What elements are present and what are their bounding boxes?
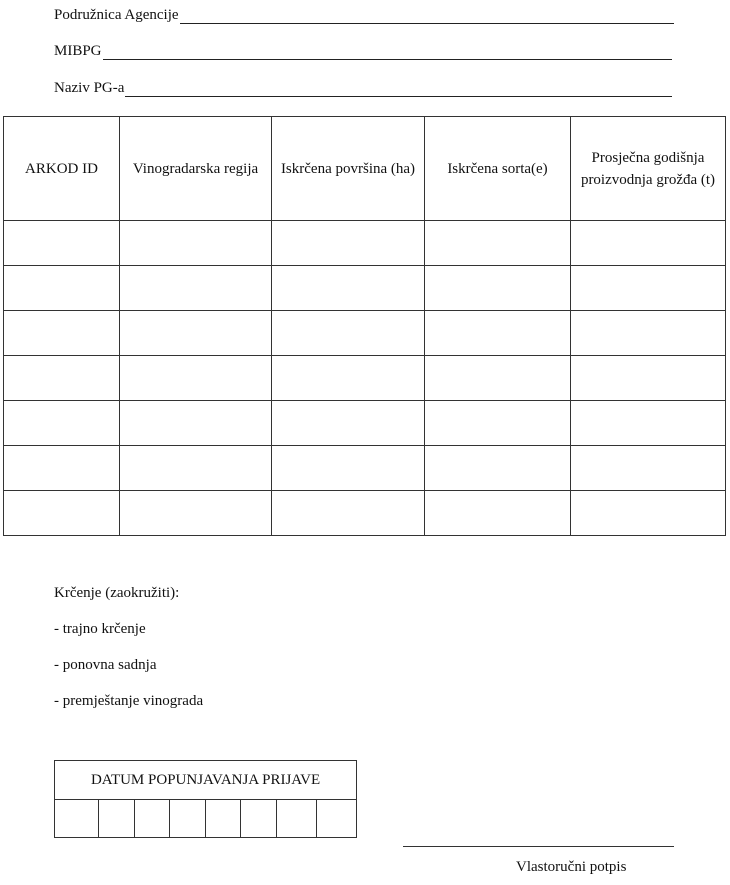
date-box-title: DATUM POPUNJAVANJA PRIJAVE (55, 761, 357, 800)
table-cell[interactable] (4, 446, 120, 491)
table-row (4, 356, 726, 401)
table-cell[interactable] (571, 356, 726, 401)
mibpg-field[interactable] (54, 40, 672, 60)
mibpg-label: MIBPG (54, 43, 102, 59)
table-cell[interactable] (272, 491, 425, 536)
table-cell[interactable] (272, 221, 425, 266)
table-cell[interactable] (4, 266, 120, 311)
table-cell[interactable] (120, 446, 272, 491)
signature-label: Vlastoručni potpis (516, 859, 627, 875)
table-header-row (4, 117, 726, 221)
table-row (4, 266, 726, 311)
date-digit-row (55, 800, 357, 838)
date-digit-cell[interactable] (241, 800, 277, 838)
table-cell[interactable] (272, 356, 425, 401)
table-cell[interactable] (4, 401, 120, 446)
farm-name-label: Naziv PG-a (54, 80, 125, 96)
table-cell[interactable] (571, 446, 726, 491)
table-cell[interactable] (4, 221, 120, 266)
table-cell[interactable] (272, 266, 425, 311)
table-cell[interactable] (425, 266, 571, 311)
table-cell[interactable] (571, 266, 726, 311)
table-cell[interactable] (425, 446, 571, 491)
header-cleared-area: Iskrčena površina (ha) (272, 117, 425, 221)
option-vineyard-relocation[interactable]: - premještanje vinograda (54, 693, 204, 709)
header-annual-production: Prosječna godišnja proizvodnja grožđa (t) (571, 117, 726, 221)
vineyard-table (3, 116, 726, 536)
farm-name-input-line[interactable] (125, 80, 672, 97)
header-cleared-variety: Iskrčena sorta(e) (425, 117, 571, 221)
table-cell[interactable] (4, 356, 120, 401)
date-digit-cell[interactable] (55, 800, 99, 838)
table-row (4, 491, 726, 536)
table-cell[interactable] (4, 491, 120, 536)
date-digit-cell[interactable] (135, 800, 170, 838)
table-row (4, 221, 726, 266)
table-cell[interactable] (120, 266, 272, 311)
clearing-title: Krčenje (zaokružiti): (54, 585, 180, 601)
agency-branch-field[interactable] (54, 4, 674, 24)
table-cell[interactable] (120, 491, 272, 536)
table-cell[interactable] (272, 401, 425, 446)
table-cell[interactable] (120, 221, 272, 266)
table-row (4, 446, 726, 491)
table-cell[interactable] (120, 401, 272, 446)
table-cell[interactable] (425, 356, 571, 401)
table-cell[interactable] (272, 311, 425, 356)
table-cell[interactable] (272, 446, 425, 491)
table-cell[interactable] (120, 356, 272, 401)
signature-line[interactable] (403, 846, 674, 847)
header-wine-region: Vinogradarska regija (120, 117, 272, 221)
table-cell[interactable] (425, 221, 571, 266)
table-cell[interactable] (4, 311, 120, 356)
option-replanting[interactable]: - ponovna sadnja (54, 657, 157, 673)
date-digit-cell[interactable] (317, 800, 357, 838)
date-digit-cell[interactable] (277, 800, 317, 838)
table-cell[interactable] (425, 491, 571, 536)
date-digit-cell[interactable] (99, 800, 135, 838)
agency-branch-input-line[interactable] (180, 7, 674, 24)
table-row (4, 401, 726, 446)
farm-name-field[interactable] (54, 77, 672, 97)
mibpg-input-line[interactable] (103, 43, 672, 60)
table-cell[interactable] (571, 401, 726, 446)
date-box (54, 760, 357, 838)
table-cell[interactable] (571, 491, 726, 536)
table-cell[interactable] (425, 401, 571, 446)
date-digit-cell[interactable] (206, 800, 241, 838)
option-permanent-clearing[interactable]: - trajno krčenje (54, 621, 146, 637)
header-arkod-id: ARKOD ID (4, 117, 120, 221)
table-cell[interactable] (571, 221, 726, 266)
clearing-options (54, 584, 203, 728)
table-cell[interactable] (425, 311, 571, 356)
table-cell[interactable] (571, 311, 726, 356)
date-digit-cell[interactable] (170, 800, 206, 838)
table-cell[interactable] (120, 311, 272, 356)
table-row (4, 311, 726, 356)
agency-branch-label: Podružnica Agencije (54, 7, 179, 23)
